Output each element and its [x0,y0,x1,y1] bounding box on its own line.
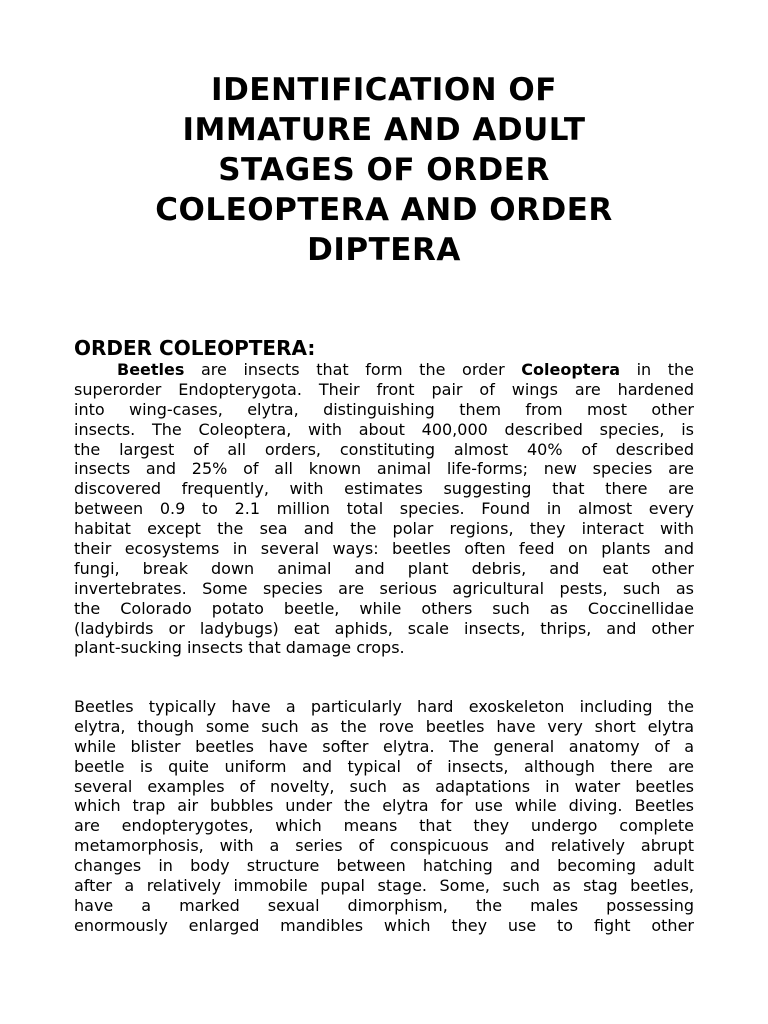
paragraph-line: plant-sucking insects that damage crops. [74,638,405,658]
paragraph-line: their ecosystems in several ways: beetles often feed on plants and [74,539,694,559]
paragraph-line: Beetles typically have a particularly hard exoskeleton including the [74,697,694,716]
paragraph-line: invertebrates. Some species are serious agricultural pests, such as [74,578,694,598]
paragraph-line: have a marked sexual dimorphism, the males possessing [74,895,694,915]
bold-term: Beetles [117,360,185,379]
paragraph-line: superorder Endopterygota. Their front pair of wings are hardened [74,379,694,399]
paragraph-line: habitat except the sea and the polar regions, they interact with [74,519,694,539]
title-line: COLEOPTERA AND ORDER [155,192,613,228]
title-line: DIPTERA [307,232,461,268]
title-line: STAGES OF ORDER [218,152,550,188]
title-line: IDENTIFICATION OF [211,72,557,108]
paragraph-line: (ladybirds or ladybugs) eat aphids, scale insects, thrips, and other [74,618,694,638]
bold-term: Coleoptera [521,360,620,379]
paragraph-line: discovered frequently, with estimates suggesting that there are [74,479,694,499]
paragraph-line: changes in body structure between hatching and becoming adult [74,856,694,876]
document-title [90,70,678,270]
title-line: IMMATURE AND ADULT [182,112,586,148]
paragraph-line: metamorphosis, with a series of conspicuous and relatively abrupt [74,836,694,856]
paragraph-line: beetle is quite uniform and typical of insects, although there are [74,756,694,776]
paragraph-line: are endopterygotes, which means that they undergo complete [74,816,694,836]
paragraph-2 [74,697,694,936]
paragraph-1 [74,360,694,658]
paragraph-line: after a relatively immobile pupal stage. Some, such as stag beetles, [74,876,694,896]
paragraph-line: the largest of all orders, constituting almost 40% of described [74,439,694,459]
paragraph-line: between 0.9 to 2.1 million total species. Found in almost every [74,499,694,519]
paragraph-line: insects. The Coleoptera, with about 400,000 described species, is [74,419,694,439]
paragraph-line: which trap air bubbles under the elytra for use while diving. Beetles [74,796,694,816]
paragraph-line: several examples of novelty, such as adaptations in water beetles [74,776,694,796]
section-heading: ORDER COLEOPTERA: [74,336,316,360]
paragraph-line: the Colorado potato beetle, while others such as Coccinellidae [74,598,694,618]
paragraph-line: fungi, break down animal and plant debris, and eat other [74,558,694,578]
paragraph-line: Beetles are insects that form the order Coleoptera in the [117,360,694,379]
paragraph-line: insects and 25% of all known animal life-forms; new species are [74,459,694,479]
paragraph-line: while blister beetles have softer elytra. The general anatomy of a [74,736,694,756]
paragraph-line: elytra, though some such as the rove beetles have very short elytra [74,716,694,736]
paragraph-line: enormously enlarged mandibles which they use to fight other [74,915,694,935]
paragraph-line: into wing-cases, elytra, distinguishing them from most other [74,399,694,419]
